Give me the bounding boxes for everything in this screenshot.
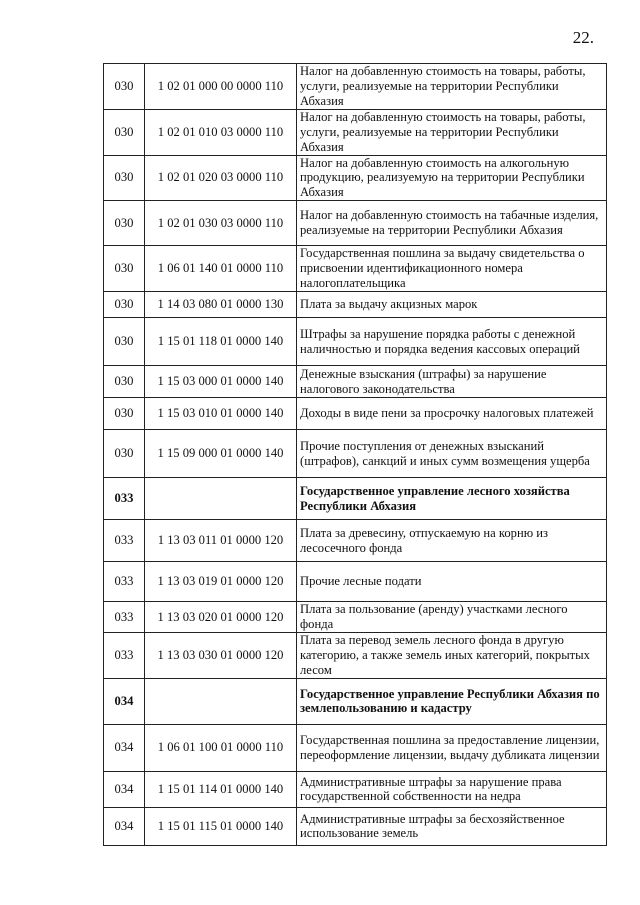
revenue-code-cell: 1 02 01 020 03 0000 110: [145, 155, 297, 201]
revenue-code-cell: 1 15 09 000 01 0000 140: [145, 430, 297, 478]
revenue-name-cell: Административные штрафы за бесхозяйственное использование земель: [297, 807, 607, 845]
table-row: [104, 724, 607, 771]
section-title-cell: Государственное управление Республики Абхазия по землепользованию и кадастру: [297, 678, 607, 724]
table-row: [104, 201, 607, 246]
revenue-name-cell: Налог на добавленную стоимость на табачные изделия, реализуемые на территории Республики Абхазия: [297, 201, 607, 246]
revenue-code-cell: 1 13 03 011 01 0000 120: [145, 520, 297, 562]
revenue-name-cell: Плата за пользование (аренду) участками лесного фонда: [297, 602, 607, 633]
admin-code-cell: 030: [104, 155, 145, 201]
revenue-code-cell: 1 15 03 000 01 0000 140: [145, 366, 297, 398]
admin-code-cell: 033: [104, 520, 145, 562]
admin-code-cell: 030: [104, 292, 145, 318]
revenue-name-cell: Государственная пошлина за выдачу свидетельства о присвоении идентификационного номера налогоплательщика: [297, 246, 607, 292]
revenue-code-cell: 1 15 03 010 01 0000 140: [145, 398, 297, 430]
revenue-code-cell: 1 14 03 080 01 0000 130: [145, 292, 297, 318]
revenue-codes-table: [103, 63, 607, 846]
revenue-name-cell: Плата за выдачу акцизных марок: [297, 292, 607, 318]
admin-code-cell: 034: [104, 724, 145, 771]
revenue-name-cell: Налог на добавленную стоимость на алкогольную продукцию, реализуемую на территории Республики Абхазия: [297, 155, 607, 201]
section-header-row: [104, 678, 607, 724]
revenue-name-cell: Прочие поступления от денежных взысканий (штрафов), санкций и иных сумм возмещения ущерба: [297, 430, 607, 478]
revenue-code-cell: [145, 478, 297, 520]
revenue-name-cell: Государственная пошлина за предоставление лицензии, переоформление лицензии, выдачу дубликата лицензии: [297, 724, 607, 771]
revenue-name-cell: Доходы в виде пени за просрочку налоговых платежей: [297, 398, 607, 430]
table-row: [104, 318, 607, 366]
admin-code-cell: 030: [104, 430, 145, 478]
admin-code-cell: 030: [104, 318, 145, 366]
revenue-code-cell: 1 15 01 118 01 0000 140: [145, 318, 297, 366]
revenue-name-cell: Штрафы за нарушение порядка работы с денежной наличностью и порядка ведения кассовых операций: [297, 318, 607, 366]
admin-code-cell: 030: [104, 201, 145, 246]
revenue-name-cell: Плата за перевод земель лесного фонда в другую категорию, а также земель иных категорий, покрытых лесом: [297, 632, 607, 678]
table-row: [104, 562, 607, 602]
admin-code-cell: 030: [104, 366, 145, 398]
revenue-name-cell: Плата за древесину, отпускаемую на корню из лесосечного фонда: [297, 520, 607, 562]
revenue-name-cell: Налог на добавленную стоимость на товары, работы, услуги, реализуемые на территории Республики Абхазия: [297, 110, 607, 156]
revenue-name-cell: Денежные взыскания (штрафы) за нарушение налогового законодательства: [297, 366, 607, 398]
admin-code-cell: 034: [104, 678, 145, 724]
revenue-code-cell: 1 06 01 140 01 0000 110: [145, 246, 297, 292]
revenue-code-cell: 1 02 01 000 00 0000 110: [145, 64, 297, 110]
table-row: [104, 430, 607, 478]
revenue-code-cell: 1 13 03 019 01 0000 120: [145, 562, 297, 602]
admin-code-cell: 030: [104, 64, 145, 110]
revenue-code-cell: 1 02 01 030 03 0000 110: [145, 201, 297, 246]
section-header-row: [104, 478, 607, 520]
admin-code-cell: 034: [104, 807, 145, 845]
admin-code-cell: 033: [104, 478, 145, 520]
table-row: [104, 64, 607, 110]
revenue-code-cell: 1 15 01 115 01 0000 140: [145, 807, 297, 845]
table-row: [104, 632, 607, 678]
admin-code-cell: 033: [104, 632, 145, 678]
revenue-code-cell: 1 02 01 010 03 0000 110: [145, 110, 297, 156]
table-row: [104, 366, 607, 398]
table-row: [104, 398, 607, 430]
revenue-code-cell: [145, 678, 297, 724]
revenue-name-cell: Прочие лесные подати: [297, 562, 607, 602]
table-row: [104, 292, 607, 318]
table-row: [104, 807, 607, 845]
revenue-code-cell: 1 06 01 100 01 0000 110: [145, 724, 297, 771]
revenue-name-cell: Налог на добавленную стоимость на товары, работы, услуги, реализуемые на территории Республики Абхазия: [297, 64, 607, 110]
admin-code-cell: 030: [104, 398, 145, 430]
table-row: [104, 602, 607, 633]
table-row: [104, 246, 607, 292]
admin-code-cell: 030: [104, 110, 145, 156]
admin-code-cell: 034: [104, 771, 145, 807]
page-number: 22.: [572, 28, 594, 47]
section-title-cell: Государственное управление лесного хозяйства Республики Абхазия: [297, 478, 607, 520]
admin-code-cell: 033: [104, 562, 145, 602]
table-row: [104, 771, 607, 807]
revenue-code-cell: 1 15 01 114 01 0000 140: [145, 771, 297, 807]
revenue-code-cell: 1 13 03 020 01 0000 120: [145, 602, 297, 633]
admin-code-cell: 030: [104, 246, 145, 292]
table-row: [104, 155, 607, 201]
admin-code-cell: 033: [104, 602, 145, 633]
revenue-code-cell: 1 13 03 030 01 0000 120: [145, 632, 297, 678]
revenue-name-cell: Административные штрафы за нарушение права государственной собственности на недра: [297, 771, 607, 807]
table-row: [104, 110, 607, 156]
table-row: [104, 520, 607, 562]
